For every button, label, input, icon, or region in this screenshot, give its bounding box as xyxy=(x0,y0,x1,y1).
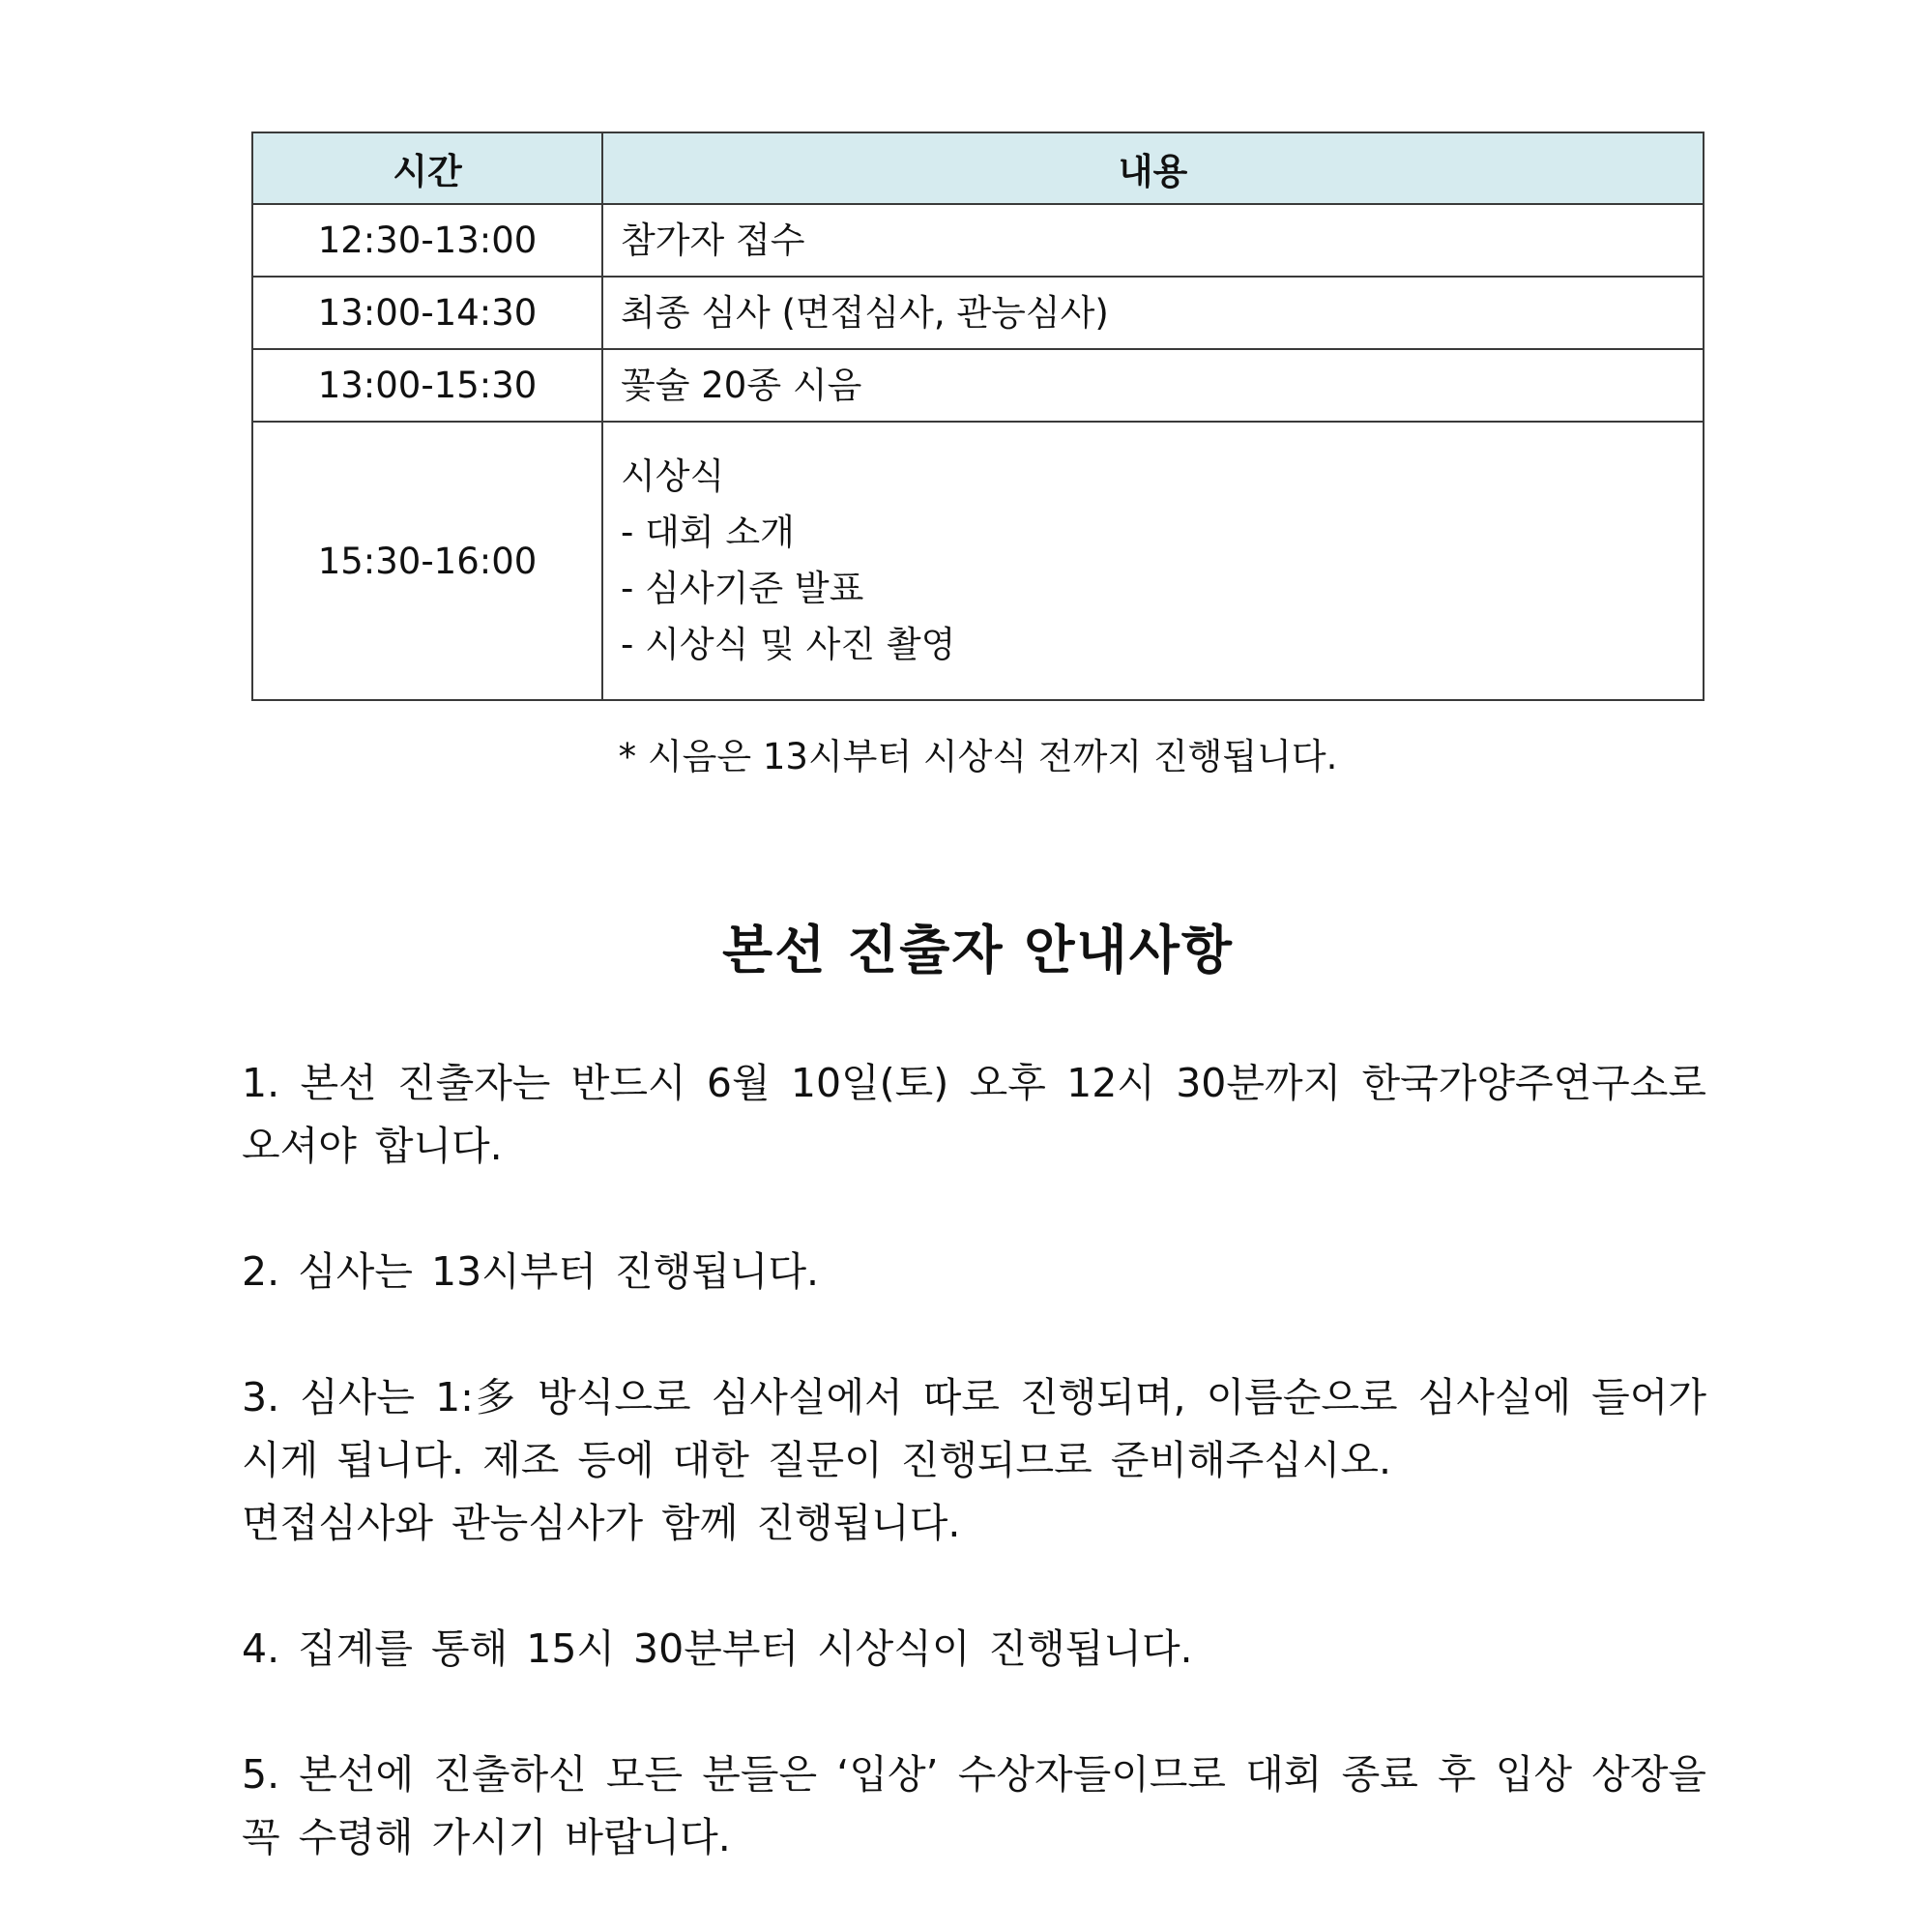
notice-text: 5. 본선에 진출하신 모든 분들은 ‘입상’ 수상자들이므로 대회 종료 후 입상 상장을 꼭 수령해 가시기 바랍니다. xyxy=(242,1751,1706,1860)
notice-extra-line: 면접심사와 관능심사가 함께 진행됩니다. xyxy=(242,1500,961,1546)
time-column-header: 시간 xyxy=(252,132,602,204)
notice-text: 3. 심사는 1:多 방식으로 심사실에서 따로 진행되며, 이름순으로 심사실에 들어가시게 됩니다. 제조 등에 대한 질문이 진행되므로 준비해주십시오. xyxy=(242,1374,1706,1483)
schedule-content-line: - 시상식 및 사진 촬영 xyxy=(621,624,956,665)
schedule-content-cell xyxy=(602,422,1704,700)
schedule-time-cell: 15:30-16:00 xyxy=(252,422,602,700)
schedule-time-cell: 13:00-14:30 xyxy=(252,277,602,349)
schedule-content-cell xyxy=(602,349,1704,422)
schedule-row xyxy=(252,277,1704,349)
schedule-content-cell xyxy=(602,277,1704,349)
schedule-content-cell xyxy=(602,204,1704,277)
schedule-table xyxy=(251,132,1704,701)
notice-text: 2. 심사는 13시부터 진행됩니다. xyxy=(242,1248,820,1295)
schedule-header-row xyxy=(252,132,1704,204)
schedule-content-line: 최종 심사 (면접심사, 관능심사) xyxy=(621,291,1109,334)
notice-item xyxy=(242,1052,1706,1178)
notice-text: 4. 집계를 통해 15시 30분부터 시상식이 진행됩니다. xyxy=(242,1625,1193,1672)
notice-list xyxy=(242,1052,1706,1932)
notice-item xyxy=(242,1743,1706,1869)
schedule-row xyxy=(252,422,1704,700)
schedule-content-line: 시상식 xyxy=(621,455,725,497)
schedule-content-line: 꽃술 20종 시음 xyxy=(621,364,862,406)
schedule-row xyxy=(252,204,1704,277)
schedule-note: * 시음은 13시부터 시상식 전까지 진행됩니다. xyxy=(618,736,1338,777)
schedule-content-line: - 심사기준 발표 xyxy=(621,568,864,609)
schedule-content-line: - 대회 소개 xyxy=(621,512,795,553)
schedule-row xyxy=(252,349,1704,422)
section-title: 본선 진출자 안내사항 xyxy=(721,920,1235,981)
content-column-header: 내용 xyxy=(602,132,1704,204)
schedule-content-line: 참가자 접수 xyxy=(621,219,805,261)
notice-text: 1. 본선 진출자는 반드시 6월 10일(토) 오후 12시 30분까지 한국가양주연구소로 오셔야 합니다. xyxy=(242,1060,1706,1169)
schedule-time-cell: 12:30-13:00 xyxy=(252,204,602,277)
notice-item xyxy=(242,1366,1706,1555)
notice-item xyxy=(242,1618,1706,1681)
notice-item xyxy=(242,1241,1706,1303)
schedule-time-cell: 13:00-15:30 xyxy=(252,349,602,422)
